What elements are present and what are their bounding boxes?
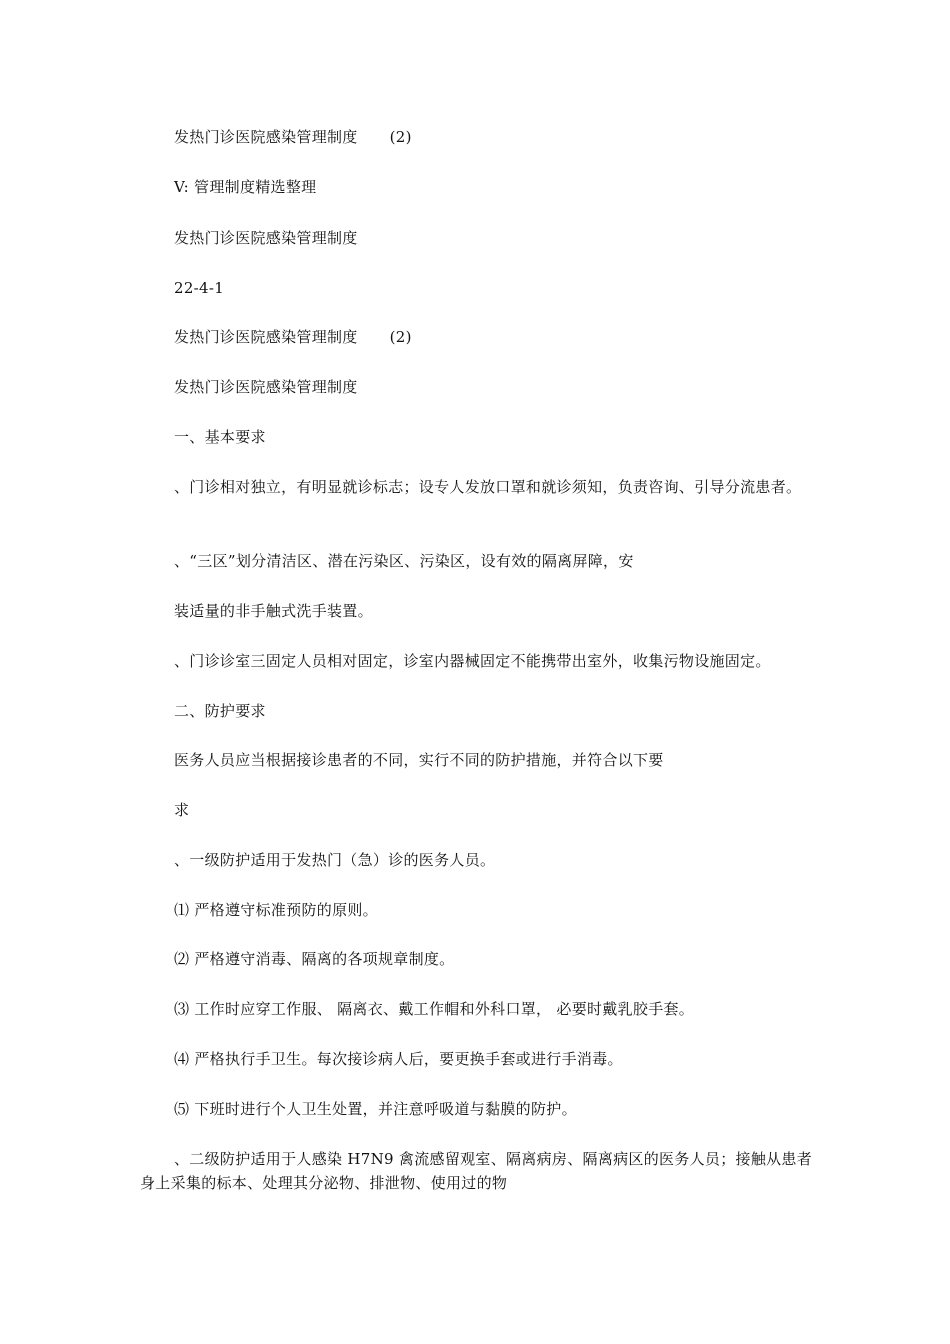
header-source: V: 管理制度精选整理 [174, 178, 317, 196]
header-subtitle: 发热门诊医院感染管理制度 [174, 229, 358, 247]
section2-intro-line2: 求 [174, 801, 190, 819]
header-title-suffix: (2) [389, 128, 412, 146]
section2-point-4: ⑷ 严格执行手卫生。每次接诊病人后，要更换手套或进行手消毒。 [174, 1050, 623, 1068]
header-date: 22-4-1 [174, 279, 225, 297]
section1-item2-line1: 、“三区”划分清洁区、潜在污染区、污染区，设有效的隔离屏障，安 [174, 552, 634, 570]
section2-point-5: ⑸ 下班时进行个人卫生处置，并注意呼吸道与黏膜的防护。 [174, 1100, 577, 1118]
section2-intro-line1: 医务人员应当根据接诊患者的不同，实行不同的防护措施，并符合以下要 [174, 751, 664, 769]
section2-point-2: ⑵ 严格遵守消毒、隔离的各项规章制度。 [174, 950, 455, 968]
section2-level1: 、一级防护适用于发热门（急）诊的医务人员。 [174, 851, 496, 869]
section2-point-1: ⑴ 严格遵守标准预防的原则。 [174, 901, 378, 919]
section2-level2: 、二级防护适用于人感染 H7N9 禽流感留观室、隔离病房、隔离病区的医务人员；接触从患者身上采集的标本、处理其分泌物、排泄物、使用过的物 [140, 1150, 813, 1192]
doc-title-text: 发热门诊医院感染管理制度 [174, 328, 358, 346]
section1-heading: 一、基本要求 [174, 428, 266, 446]
section1-item1: 、门诊相对独立，有明显就诊标志；设专人发放口罩和就诊须知，负责咨询、引导分流患者。 [174, 478, 802, 496]
section1-item3: 、门诊诊室三固定人员相对固定，诊室内器械固定不能携带出室外，收集污物设施固定。 [174, 652, 771, 670]
doc-title-suffix: (2) [389, 328, 412, 346]
section2-heading: 二、防护要求 [174, 702, 266, 720]
doc-title [174, 326, 412, 348]
header-title-text: 发热门诊医院感染管理制度 [174, 128, 358, 146]
section2-point-3: ⑶ 工作时应穿工作服、 隔离衣、戴工作帽和外科口罩， 必要时戴乳胶手套。 [174, 1000, 695, 1018]
doc-heading: 发热门诊医院感染管理制度 [174, 378, 358, 396]
header-title [174, 126, 412, 148]
section1-item2-line2: 装适量的非手触式洗手装置。 [174, 602, 373, 620]
